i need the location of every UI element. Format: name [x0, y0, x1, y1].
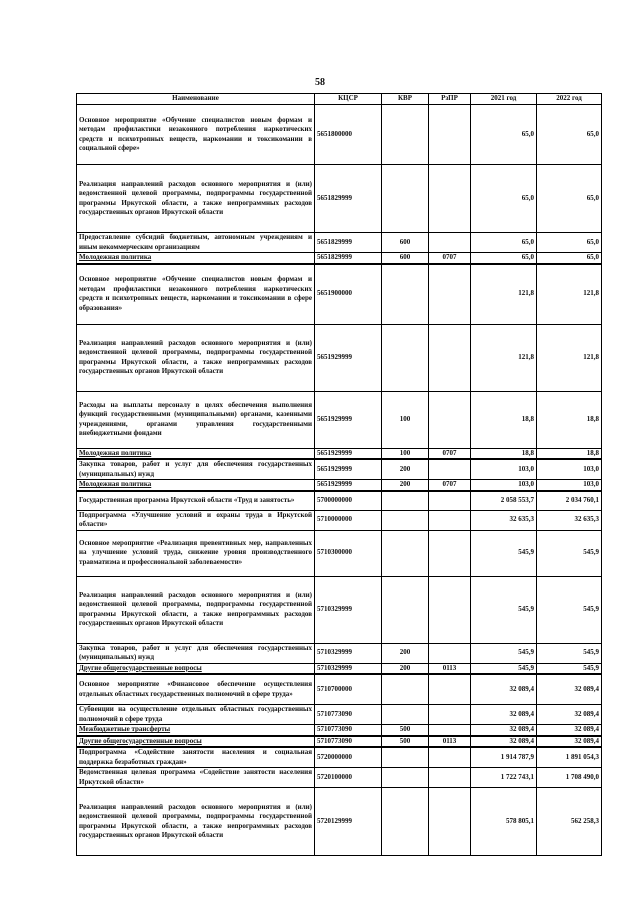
row-value-2022: 1 708 490,0	[537, 768, 602, 788]
row-kvr	[382, 788, 429, 856]
row-value-2022: 545,9	[537, 576, 602, 643]
row-name: Субвенции на осуществление отдельных областных государственных полномочий в сфере труда	[77, 705, 315, 725]
header-2022: 2022 год	[537, 94, 602, 105]
row-value-2021: 103,0	[471, 459, 537, 480]
row-rzpr	[429, 530, 471, 576]
row-value-2021: 65,0	[471, 253, 537, 264]
row-name: Ведомственная целевая программа «Содействие занятости населения Иркутской области»	[77, 768, 315, 788]
table-row	[77, 324, 602, 391]
row-name: Закупка товаров, работ и услуг для обеспечения государственных (муниципальных) нужд	[77, 643, 315, 663]
page-number: 58	[315, 77, 325, 88]
row-kcsr: 5710000000	[315, 510, 382, 530]
header-2021: 2021 год	[471, 94, 537, 105]
row-kcsr: 5710329999	[315, 576, 382, 643]
row-value-2021: 545,9	[471, 643, 537, 663]
row-name: Основное мероприятие «Обучение специалистов новым формам и методам профилактики незаконного потребления наркотических средств и психотропных веществ, наркомании и токсикомании в социальной сфере»	[77, 105, 315, 165]
row-name: Закупка товаров, работ и услуг для обеспечения государственных (муниципальных) нужд	[77, 459, 315, 480]
row-name: Основное мероприятие «Финансовое обеспечение осуществления отдельных областных государственных полномочий в сфере труда»	[77, 674, 315, 705]
row-value-2021: 65,0	[471, 165, 537, 233]
row-rzpr	[429, 643, 471, 663]
table-row	[77, 105, 602, 165]
row-kcsr: 5710300000	[315, 530, 382, 576]
row-rzpr	[429, 233, 471, 253]
row-value-2022: 545,9	[537, 530, 602, 576]
table-row	[77, 391, 602, 448]
row-value-2021: 32 635,3	[471, 510, 537, 530]
row-rzpr	[429, 459, 471, 480]
row-kvr	[382, 530, 429, 576]
row-value-2021: 103,0	[471, 480, 537, 491]
row-value-2021: 121,8	[471, 324, 537, 391]
row-value-2021: 578 805,1	[471, 788, 537, 856]
row-name: Молодежная политика	[77, 480, 315, 491]
row-kvr: 200	[382, 643, 429, 663]
row-rzpr: 0707	[429, 448, 471, 459]
row-value-2021: 121,8	[471, 264, 537, 325]
row-kvr: 100	[382, 448, 429, 459]
row-value-2022: 65,0	[537, 233, 602, 253]
row-value-2022: 32 089,4	[537, 674, 602, 705]
row-value-2021: 18,8	[471, 448, 537, 459]
row-rzpr	[429, 674, 471, 705]
row-kvr: 500	[382, 725, 429, 736]
row-kcsr: 5651829999	[315, 165, 382, 233]
table-row	[77, 491, 602, 511]
table-row	[77, 705, 602, 725]
row-value-2022: 65,0	[537, 165, 602, 233]
row-kcsr: 5720100000	[315, 768, 382, 788]
row-kcsr: 5651800000	[315, 105, 382, 165]
row-value-2021: 32 089,4	[471, 736, 537, 748]
row-name: Основное мероприятие «Реализация превентивных мер, направленных на улучшение условий труда, снижение уровня производственного травматизма и профессиональной заболеваемости»	[77, 530, 315, 576]
table-row	[77, 448, 602, 459]
row-value-2022: 32 089,4	[537, 736, 602, 748]
row-value-2022: 32 089,4	[537, 725, 602, 736]
table-header-row	[77, 94, 602, 105]
row-value-2021: 32 089,4	[471, 725, 537, 736]
row-kcsr: 5651929999	[315, 324, 382, 391]
row-kvr	[382, 768, 429, 788]
row-kcsr: 5651929999	[315, 448, 382, 459]
table-row	[77, 510, 602, 530]
row-rzpr	[429, 788, 471, 856]
table-row	[77, 663, 602, 674]
row-kcsr: 5710773090	[315, 705, 382, 725]
row-kcsr: 5710700000	[315, 674, 382, 705]
row-name: Другие общегосударственные вопросы	[77, 736, 315, 748]
table-row	[77, 747, 602, 768]
row-name: Молодежная политика	[77, 448, 315, 459]
header-name: Наименование	[77, 94, 315, 105]
table-row	[77, 459, 602, 480]
row-rzpr: 0707	[429, 253, 471, 264]
row-value-2022: 103,0	[537, 459, 602, 480]
row-rzpr: 0113	[429, 663, 471, 674]
row-value-2021: 2 058 553,7	[471, 491, 537, 511]
row-value-2021: 65,0	[471, 105, 537, 165]
table-row	[77, 530, 602, 576]
row-kcsr: 5651829999	[315, 253, 382, 264]
row-kvr: 200	[382, 480, 429, 491]
row-rzpr	[429, 491, 471, 511]
row-name: Молодежная политика	[77, 253, 315, 264]
table-row	[77, 768, 602, 788]
row-kvr: 200	[382, 459, 429, 480]
row-kvr	[382, 674, 429, 705]
row-kvr: 500	[382, 736, 429, 748]
row-value-2021: 32 089,4	[471, 674, 537, 705]
table-row	[77, 165, 602, 233]
table-row	[77, 788, 602, 856]
row-kvr	[382, 576, 429, 643]
row-name: Реализация направлений расходов основного мероприятия и (или) ведомственной целевой программы, подпрограммы государственной программы Иркутской области, а также непрограммных расходов государственных органов Иркутской области	[77, 788, 315, 856]
row-kvr	[382, 165, 429, 233]
row-name: Государственная программа Иркутской области «Труд и занятость»	[77, 491, 315, 511]
row-kvr	[382, 324, 429, 391]
row-kcsr: 5720129999	[315, 788, 382, 856]
row-kcsr: 5710773090	[315, 736, 382, 748]
row-rzpr	[429, 768, 471, 788]
row-value-2021: 65,0	[471, 233, 537, 253]
row-value-2022: 545,9	[537, 663, 602, 674]
row-rzpr	[429, 105, 471, 165]
row-rzpr	[429, 324, 471, 391]
row-rzpr	[429, 165, 471, 233]
row-rzpr: 0113	[429, 736, 471, 748]
row-kcsr: 5651929999	[315, 391, 382, 448]
row-rzpr	[429, 576, 471, 643]
row-rzpr	[429, 705, 471, 725]
budget-table	[76, 93, 602, 856]
row-kcsr: 5651929999	[315, 459, 382, 480]
table-row	[77, 736, 602, 748]
row-rzpr	[429, 391, 471, 448]
row-kcsr: 5720000000	[315, 747, 382, 768]
row-name: Расходы на выплаты персоналу в целях обеспечения выполнения функций государственными (муниципальными) органами, казенными учреждениями, органами управления государственными внебюджетными фондами	[77, 391, 315, 448]
row-value-2022: 103,0	[537, 480, 602, 491]
row-kcsr: 5651929999	[315, 480, 382, 491]
table-row	[77, 233, 602, 253]
row-kcsr: 5651829999	[315, 233, 382, 253]
table-row	[77, 576, 602, 643]
row-value-2021: 32 089,4	[471, 705, 537, 725]
row-kvr: 600	[382, 253, 429, 264]
row-name: Основное мероприятие «Обучение специалистов новым формам и методам профилактики незаконного потребления наркотических средств и психотропных веществ, наркомании и токсикомании в сфере образования»	[77, 264, 315, 325]
table-row	[77, 480, 602, 491]
table-row	[77, 264, 602, 325]
row-kvr	[382, 705, 429, 725]
row-rzpr	[429, 747, 471, 768]
row-rzpr	[429, 264, 471, 325]
row-name: Подпрограмма «Содействие занятости населения и социальная поддержка безработных граждан»	[77, 747, 315, 768]
row-kcsr: 5651900000	[315, 264, 382, 325]
table-row	[77, 674, 602, 705]
row-kcsr: 5710329999	[315, 663, 382, 674]
row-value-2021: 18,8	[471, 391, 537, 448]
row-value-2022: 32 635,3	[537, 510, 602, 530]
row-name: Реализация направлений расходов основного мероприятия и (или) ведомственной целевой программы, подпрограммы государственной программы Иркутской области, а также непрограммных расходов государственных органов Иркутской области	[77, 324, 315, 391]
row-kvr	[382, 491, 429, 511]
header-kvr: КВР	[382, 94, 429, 105]
row-name: Предоставление субсидий бюджетным, автономным учреждениям и иным некоммерческим организациям	[77, 233, 315, 253]
row-value-2021: 545,9	[471, 663, 537, 674]
table-row	[77, 643, 602, 663]
row-value-2021: 545,9	[471, 576, 537, 643]
row-value-2021: 1 914 787,9	[471, 747, 537, 768]
row-kvr	[382, 510, 429, 530]
row-value-2022: 562 258,3	[537, 788, 602, 856]
row-value-2021: 545,9	[471, 530, 537, 576]
row-value-2022: 121,8	[537, 264, 602, 325]
row-kvr	[382, 105, 429, 165]
row-kvr	[382, 264, 429, 325]
row-value-2022: 1 891 054,3	[537, 747, 602, 768]
row-kvr: 600	[382, 233, 429, 253]
row-kcsr: 5710773090	[315, 725, 382, 736]
row-value-2022: 18,8	[537, 391, 602, 448]
row-rzpr: 0707	[429, 480, 471, 491]
row-value-2022: 545,9	[537, 643, 602, 663]
row-kvr	[382, 747, 429, 768]
table-row	[77, 725, 602, 736]
row-value-2022: 65,0	[537, 253, 602, 264]
row-value-2021: 1 722 743,1	[471, 768, 537, 788]
row-name: Реализация направлений расходов основного мероприятия и (или) ведомственной целевой программы, подпрограммы государственной программы Иркутской области, а также непрограммных расходов государственных органов Иркутской области	[77, 165, 315, 233]
row-kvr: 100	[382, 391, 429, 448]
row-value-2022: 32 089,4	[537, 705, 602, 725]
row-value-2022: 121,8	[537, 324, 602, 391]
row-value-2022: 18,8	[537, 448, 602, 459]
row-name: Подпрограмма «Улучшение условий и охраны труда в Иркутской области»	[77, 510, 315, 530]
row-kcsr: 5710329999	[315, 643, 382, 663]
row-value-2022: 2 034 760,1	[537, 491, 602, 511]
header-rzpr: РзПР	[429, 94, 471, 105]
row-rzpr	[429, 725, 471, 736]
row-rzpr	[429, 510, 471, 530]
table-row	[77, 253, 602, 264]
row-name: Реализация направлений расходов основного мероприятия и (или) ведомственной целевой программы, подпрограммы государственной программы Иркутской области, а также непрограммных расходов государственных органов Иркутской области	[77, 576, 315, 643]
row-kvr: 200	[382, 663, 429, 674]
row-name: Другие общегосударственные вопросы	[77, 663, 315, 674]
header-kcsr: КЦСР	[315, 94, 382, 105]
row-kcsr: 5700000000	[315, 491, 382, 511]
row-value-2022: 65,0	[537, 105, 602, 165]
row-name: Межбюджетные трансферты	[77, 725, 315, 736]
